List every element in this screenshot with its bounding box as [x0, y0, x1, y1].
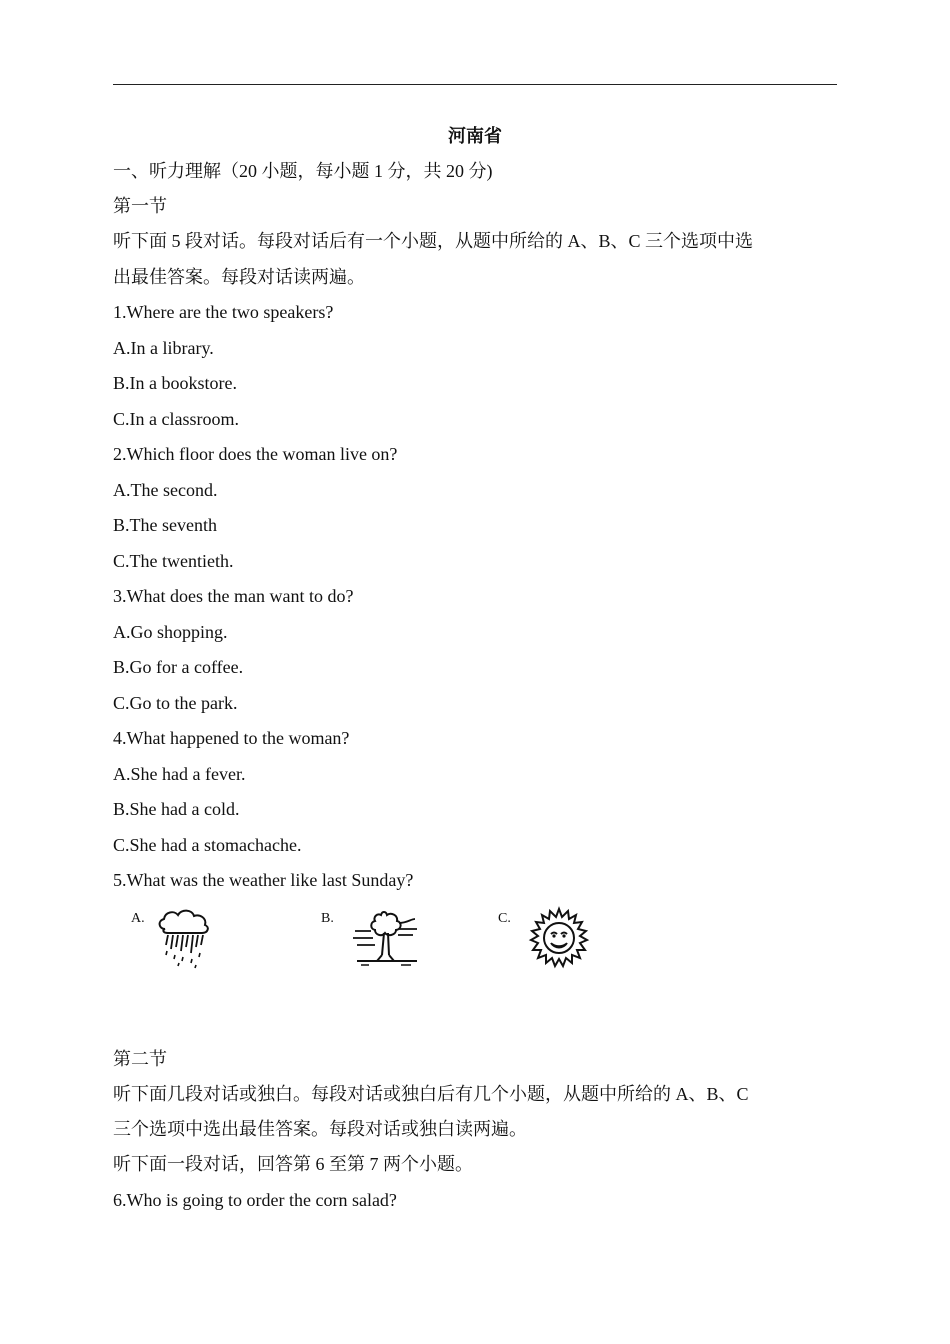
question-2-option-b: B.The seventh: [113, 515, 217, 535]
section1-instructions-line2: 出最佳答案。每段对话读两遍。: [113, 267, 365, 287]
section2-instructions-line2: 三个选项中选出最佳答案。每段对话或独白读两遍。: [113, 1119, 527, 1139]
question-2-stem: 2.Which floor does the woman live on?: [113, 444, 398, 464]
section2-instructions-line1: 听下面几段对话或独白。每段对话或独白后有几个小题，从题中所给的 A、B、C: [113, 1084, 749, 1104]
question-1-option-b: B.In a bookstore.: [113, 373, 237, 393]
question-3-option-c: C.Go to the park.: [113, 693, 238, 713]
header-rule: [113, 84, 837, 85]
question-4-option-b: B.She had a cold.: [113, 799, 240, 819]
rain-cloud-icon: [153, 905, 219, 971]
question-1-option-a: A.In a library.: [113, 338, 214, 358]
question-4-option-a: A.She had a fever.: [113, 764, 246, 784]
section2-sub-instruction: 听下面一段对话，回答第 6 至第 7 两个小题。: [113, 1154, 473, 1174]
question-2-option-a: A.The second.: [113, 480, 218, 500]
question-1-option-c: C.In a classroom.: [113, 409, 239, 429]
question-6-stem: 6.Who is going to order the corn salad?: [113, 1190, 397, 1210]
question-5-option-b: [321, 903, 431, 977]
question-3-option-a: A.Go shopping.: [113, 622, 228, 642]
question-5-pictures: [113, 903, 633, 977]
question-5-option-b-label: B.: [321, 911, 334, 926]
question-5-option-c-label: C.: [498, 911, 511, 926]
section1-instructions-line1: 听下面 5 段对话。每段对话后有一个小题，从题中所给的 A、B、C 三个选项中选: [113, 231, 754, 251]
section1-heading: 一、听力理解（20 小题，每小题 1 分，共 20 分): [113, 161, 493, 181]
sun-face-icon: [526, 905, 592, 971]
page-title: 河南省: [448, 126, 502, 146]
question-2-option-c: C.The twentieth.: [113, 551, 234, 571]
question-5-option-a: [131, 903, 241, 977]
question-3-option-b: B.Go for a coffee.: [113, 657, 244, 677]
section1-part: 第一节: [113, 196, 167, 216]
question-5-stem: 5.What was the weather like last Sunday?: [113, 870, 414, 890]
question-3-stem: 3.What does the man want to do?: [113, 586, 354, 606]
windy-tree-icon: [351, 905, 423, 971]
question-4-option-c: C.She had a stomachache.: [113, 835, 302, 855]
question-5-option-a-label: A.: [131, 911, 145, 926]
question-1-stem: 1.Where are the two speakers?: [113, 302, 334, 322]
question-5-option-c: [498, 903, 608, 977]
question-4-stem: 4.What happened to the woman?: [113, 728, 350, 748]
section2-part: 第二节: [113, 1049, 167, 1069]
